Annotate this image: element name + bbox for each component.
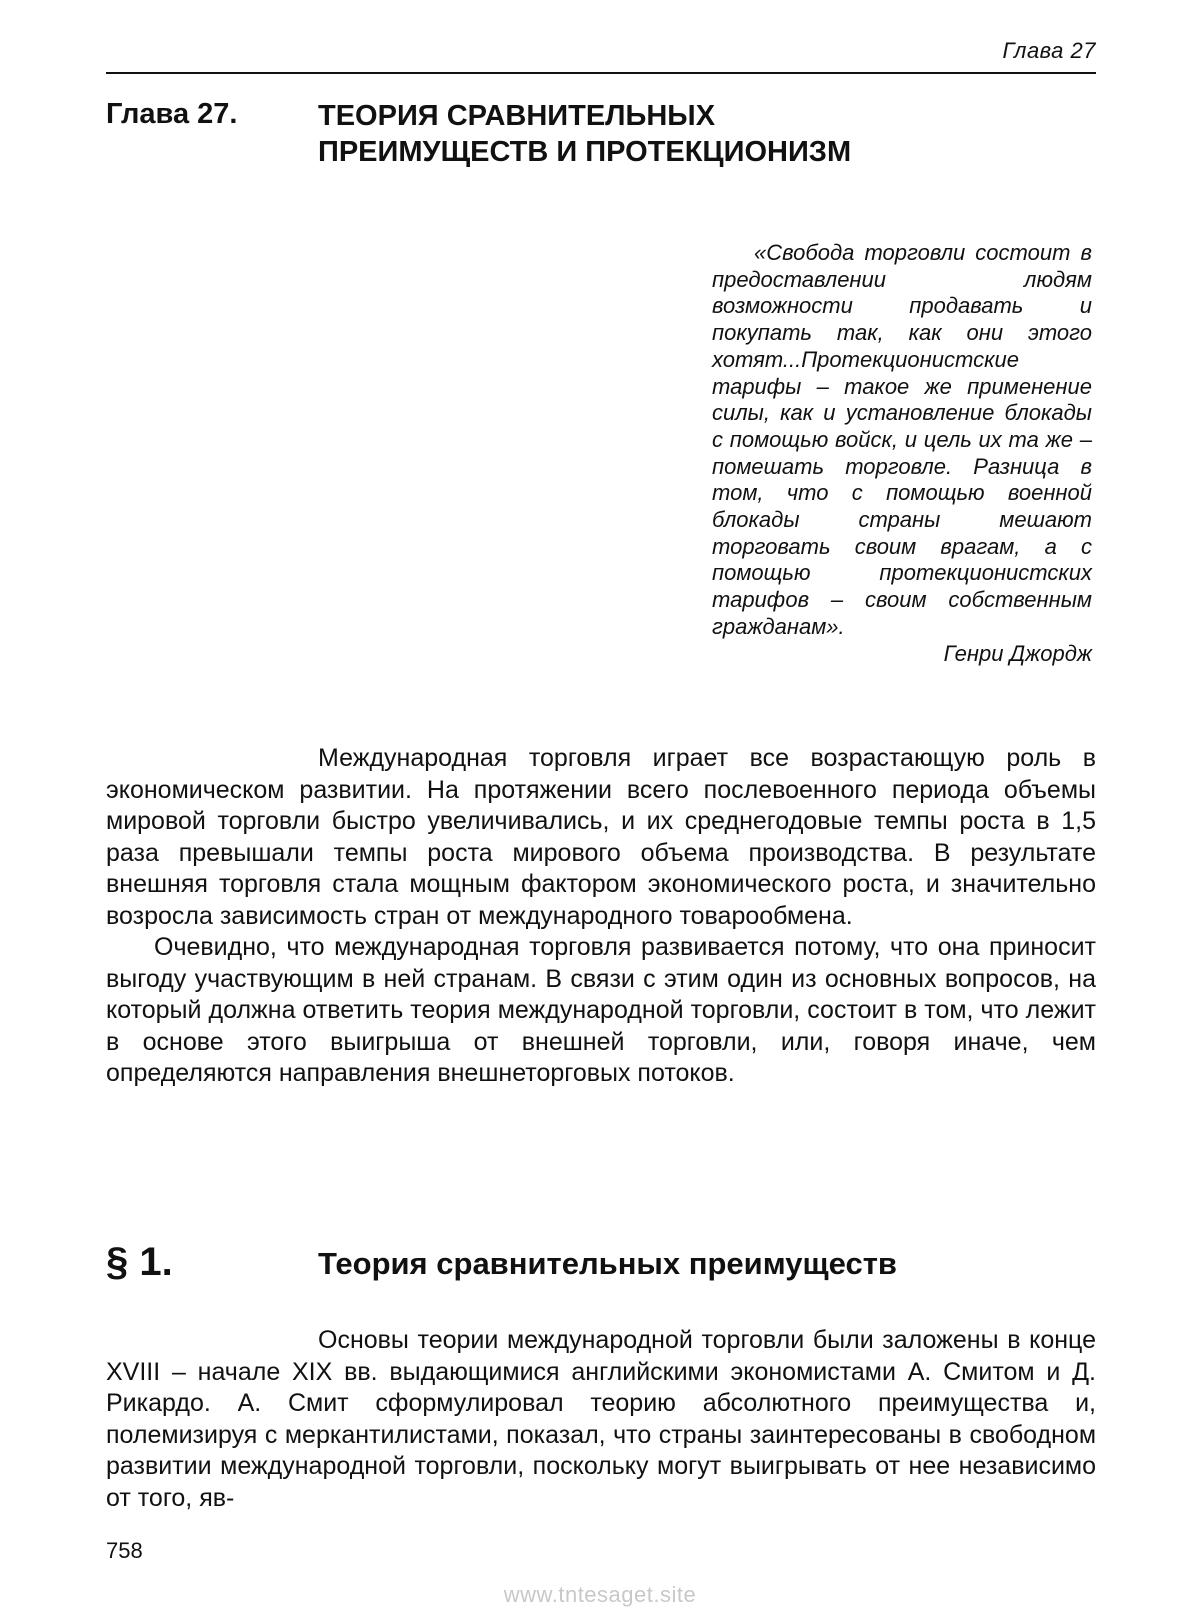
intro-text [106,743,1096,1090]
header-rule [106,72,1096,74]
section-number: § 1. [106,1240,173,1284]
chapter-title-line-2: ПРЕИМУЩЕСТВ И ПРОТЕКЦИОНИЗМ [318,136,852,168]
epigraph-quote: «Свобода торговли состоит в предоставлении людям возможности продавать и покупать так, как они этого хотят...Протекционистские тарифы – такое же применение силы, как и установление блокады с помощью войск, и цель их та же – помешать торговле. Разница в том, что с помощью военной блокады страны мешают торговать своим врагам, а с помощью протекционистских тарифов – своим собственным гражданам». [712,240,1092,639]
running-header: Глава 27 [1002,38,1096,63]
epigraph-author: Генри Джордж [943,640,1092,666]
intro-paragraph-2: Очевидно, что международная торговля развивается потому, что она приносит выгоду участвующим в ней странам. В связи с этим один из основных вопросов, на который должна ответить теория международной торговли, состоит в том, что лежит в основе этого выигрыша от внешней торговли, или, говоря иначе, чем определяются направления внешнеторговых потоков. [106,933,1096,1087]
chapter-label: Глава 27. [106,98,238,130]
section-paragraph-1: Основы теории международной торговли были заложены в конце XVIII – начале XIX вв. выдающимися английскими экономистами А. Смитом и Д. Рикардо. А. Смит сформулировал теорию абсолютного преимущества и, полемизируя с меркантилистами, показал, что страны заинтересованы в свободном развитии международной торговли, поскольку могут выигрывать от нее независимо от того, яв- [106,1326,1096,1512]
intro-paragraph-1: Международная торговля играет все возрастающую роль в экономическом развитии. На протяжении всего послевоенного периода объемы мировой торговли быстро увеличивались, и их среднегодовые темпы роста в 1,5 раза превышали темпы роста мирового объема производства. В результате внешняя торговля стала мощным фактором экономического роста, и значительно возросла зависимость стран от международного товарообмена. [106,744,1096,930]
page-number: 758 [106,1538,143,1563]
section-title: Теория сравнительных преимуществ [318,1246,897,1281]
chapter-title [318,98,1058,170]
chapter-title-line-1: ТЕОРИЯ СРАВНИТЕЛЬНЫХ [318,100,716,132]
watermark: www.tntesaget.site [503,1582,697,1607]
section-text [106,1325,1096,1514]
epigraph [712,240,1092,667]
